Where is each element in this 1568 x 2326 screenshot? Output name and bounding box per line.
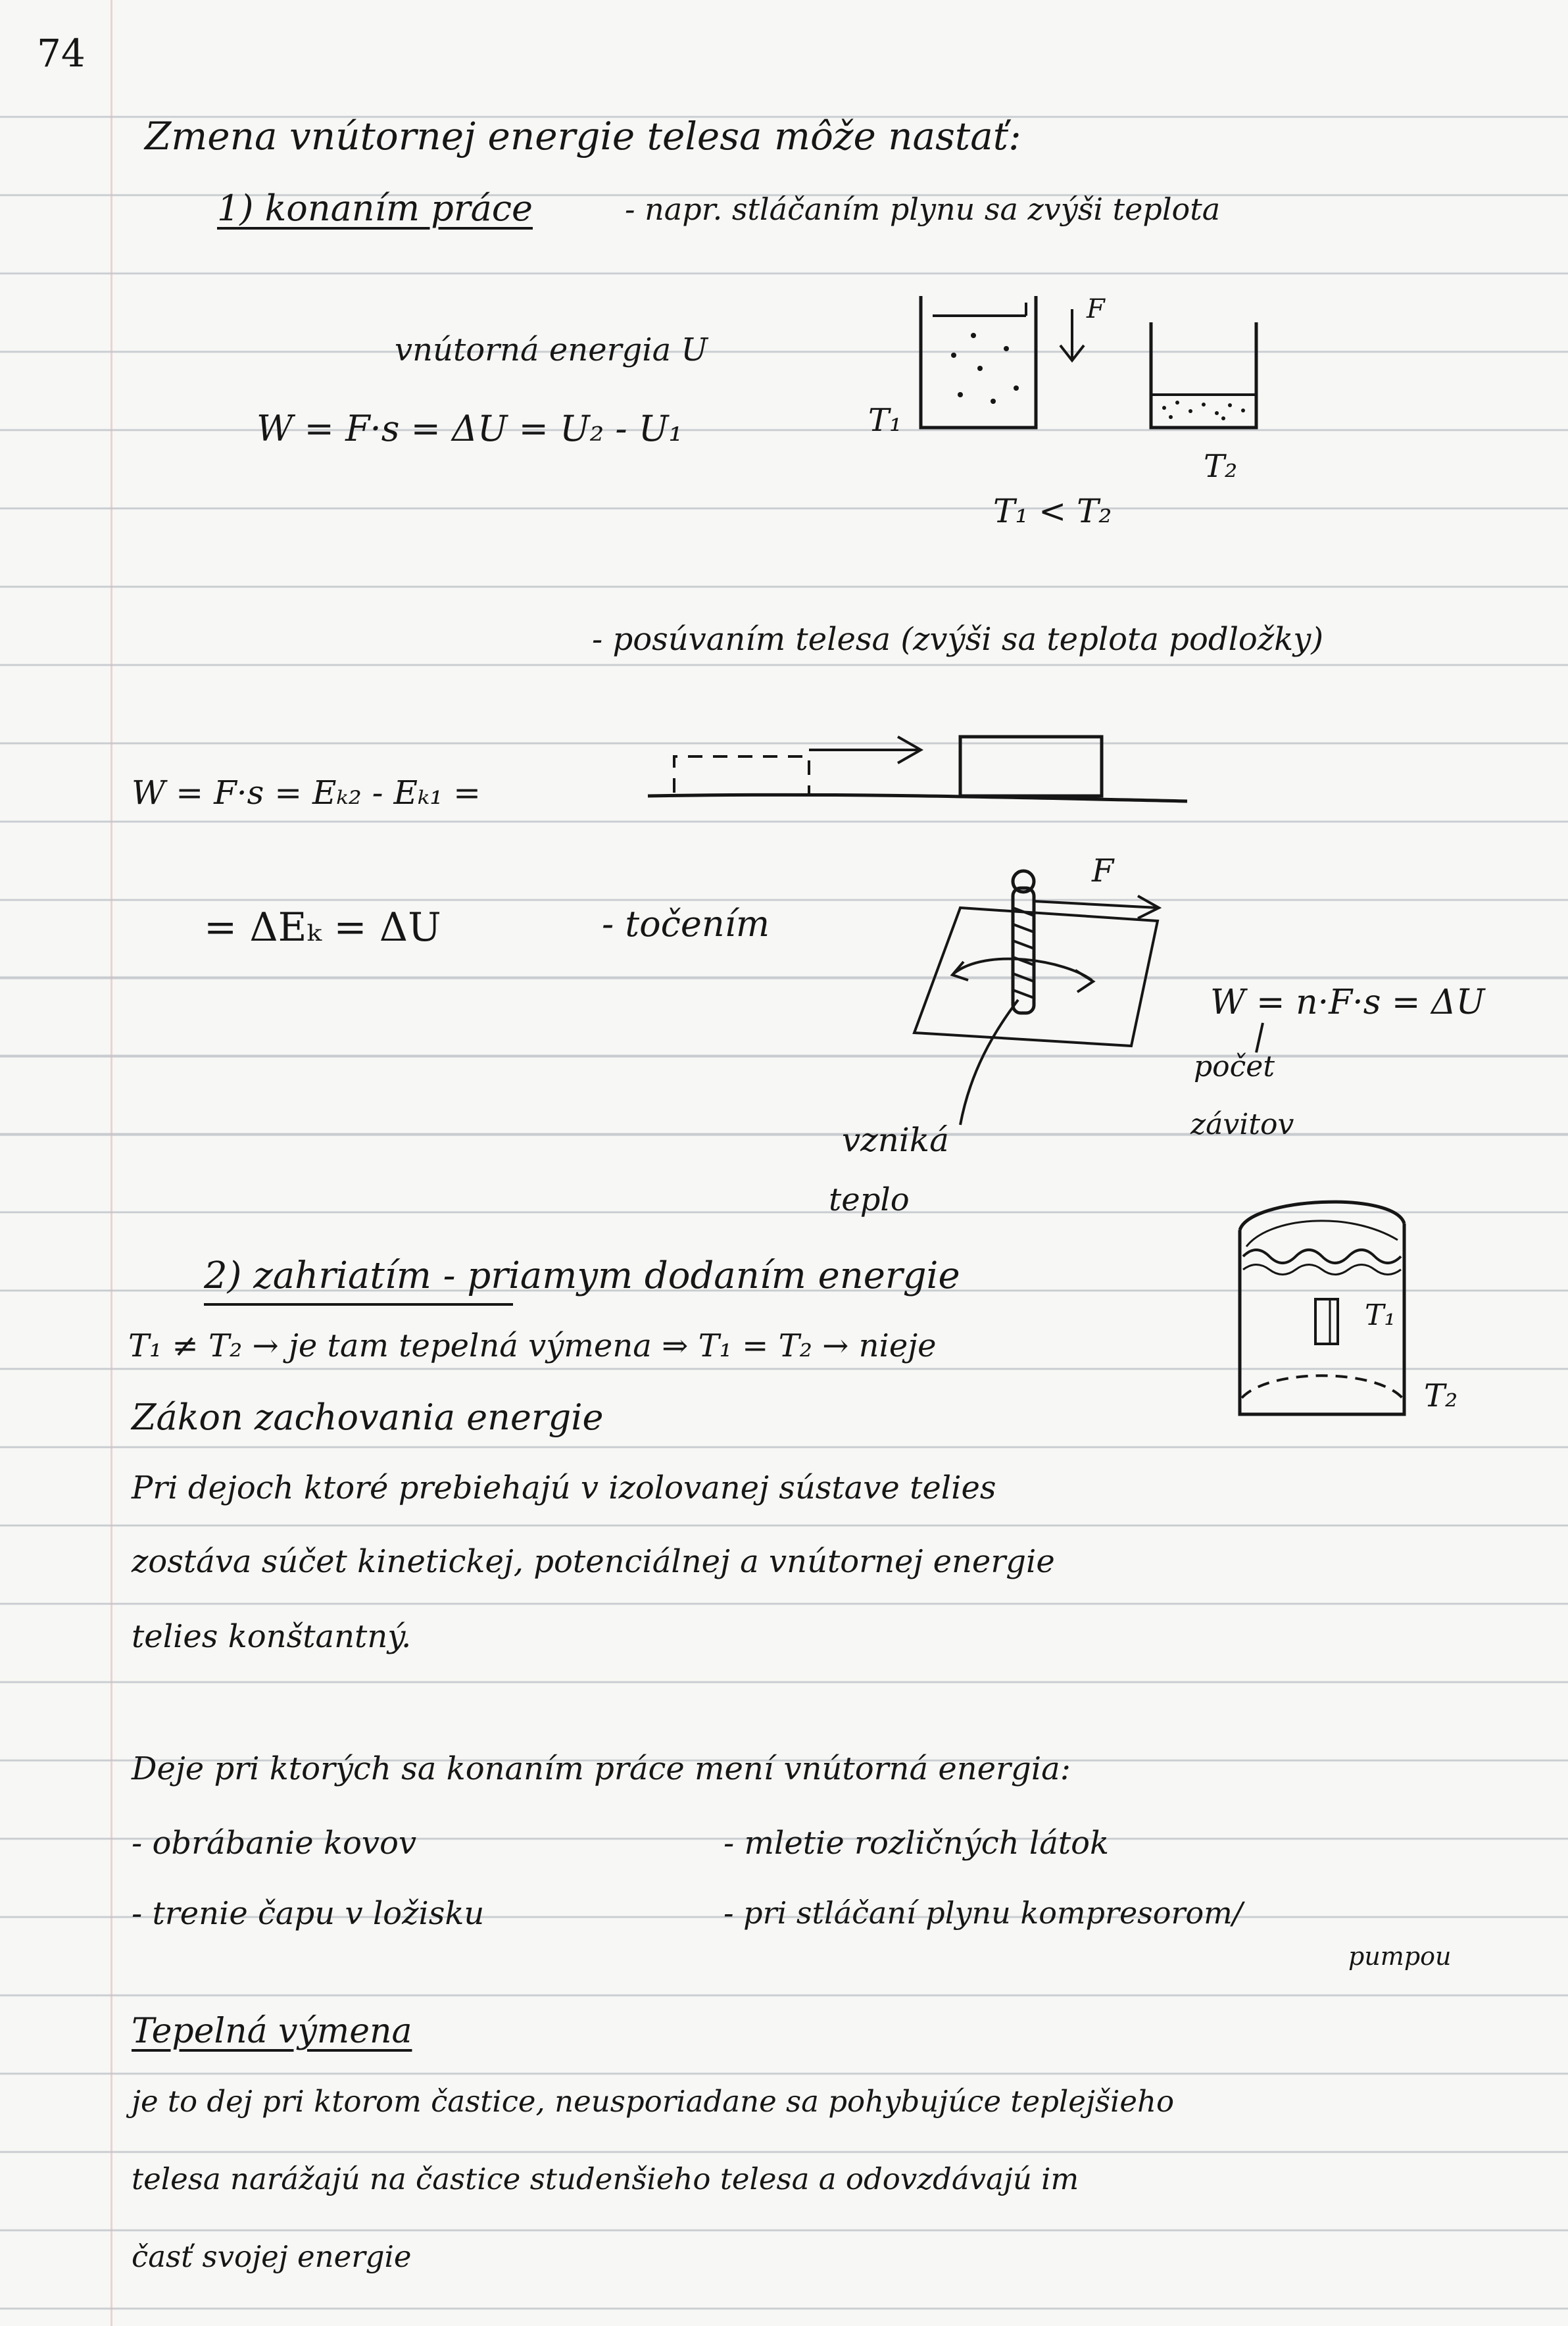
drilling-text: - točením <box>602 903 770 945</box>
section1-title: 1) konaním práce <box>217 187 533 229</box>
section2-title: 2) zahriatím - priamym dodaním energie <box>204 1254 960 1297</box>
sliding-block-diagram <box>645 724 1197 816</box>
heat-label-2: teplo <box>829 1181 910 1218</box>
screw-formula: W = n·F·s = ΔU <box>1210 983 1485 1022</box>
count-label: počet <box>1194 1050 1275 1083</box>
page-number: 74 <box>37 31 86 76</box>
heat-exchange-line-2: telesa narážajú na častice studenšieho telesa a odovzdávajú im <box>132 2162 1079 2196</box>
sliding-text: - posúvaním telesa (zvýši sa teplota podložky) <box>592 621 1324 658</box>
heat-label: vzniká <box>842 1121 949 1159</box>
heat-exchange-line-3: časť svojej energie <box>132 2239 412 2274</box>
conservation-line-2: zostáva súčet kinetickej, potenciálnej a vnútornej energie <box>132 1543 1055 1580</box>
heat-exchange-line-1: je to dej pri ktorom častice, neusporiadane sa pohybujúce teplejšieho <box>132 2084 1175 2119</box>
processes-intro: Deje pri ktorých sa konaním práce mení vnútorná energia: <box>132 1750 1071 1787</box>
section2-title-underline <box>204 1301 513 1308</box>
process-item-4-note: pumpou <box>1348 1942 1452 1971</box>
diagram-label-T1: T₁ <box>868 402 902 439</box>
process-item-3: - trenie čapu v ložisku <box>132 1895 485 1932</box>
margin-line <box>110 0 112 2326</box>
section1-example: - napr. stláčaním plynu sa zvýši teplota <box>625 191 1221 227</box>
heat-exchange-line: T₁ ≠ T₂ → je tam tepelná výmena ⇒ T₁ = T₂ → nieje <box>128 1327 937 1364</box>
conservation-title: Zákon zachovania energie <box>132 1397 604 1438</box>
heated-beaker-diagram <box>1230 1184 1427 1434</box>
beaker-T2: T₂ <box>1424 1377 1458 1414</box>
work-formula: W = F·s = ΔU = U₂ - U₁ <box>257 408 683 449</box>
kinetic-formula-b: = ΔEₖ = ΔU <box>204 904 441 951</box>
conservation-line-3: telies konštantný. <box>132 1618 412 1655</box>
heading: Zmena vnútornej energie telesa môže nastať: <box>145 114 1021 159</box>
internal-energy-label: vnútorná energia U <box>395 332 708 368</box>
process-item-1: - obrábanie kovov <box>132 1825 417 1862</box>
process-item-2: - mletie rozličných látok <box>723 1825 1110 1862</box>
temperature-comparison: T₁ < T₂ <box>993 492 1112 530</box>
kinetic-formula-a: W = F·s = Eₖ₂ - Eₖ₁ = <box>132 774 481 812</box>
threads-label: závitov <box>1190 1108 1294 1141</box>
count-pointer <box>1250 1023 1269 1056</box>
heat-exchange-title: Tepelná výmena <box>132 2012 412 2051</box>
conservation-line-1: Pri dejoch ktoré prebiehajú v izolovanej sústave telies <box>132 1470 996 1506</box>
screw-drilling-diagram <box>908 862 1184 1138</box>
beaker-T1: T₁ <box>1365 1299 1396 1332</box>
drill-force-label: F <box>1092 853 1114 889</box>
diagram-label-T2: T₂ <box>1204 448 1238 485</box>
diagram-label-F: F <box>1087 294 1105 324</box>
process-item-4: - pri stláčaní plynu kompresorom/ <box>723 1895 1243 1931</box>
